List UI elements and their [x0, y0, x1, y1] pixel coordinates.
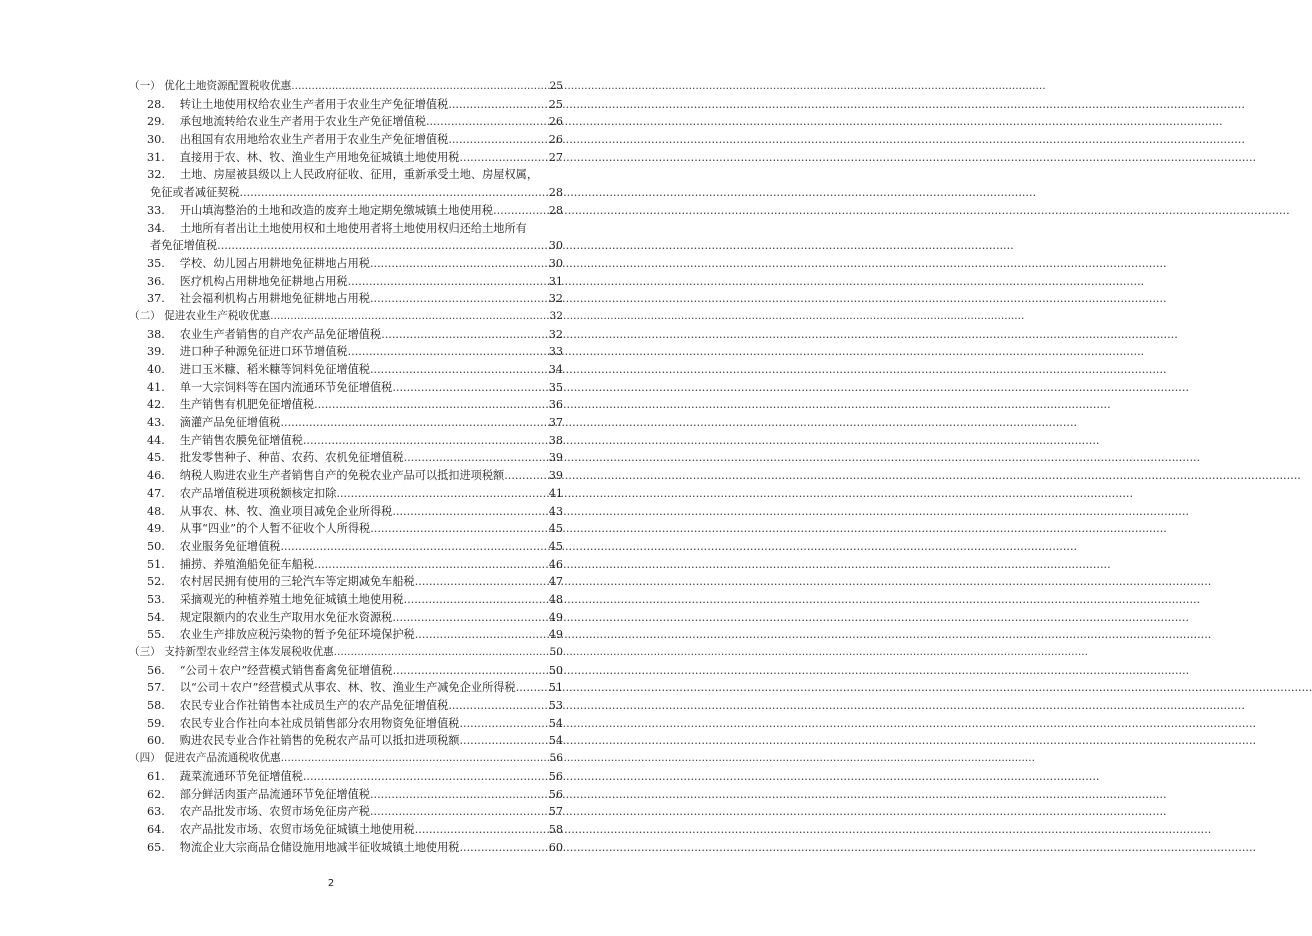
page-ref: 32: [549, 309, 563, 322]
leader-dots: [370, 803, 548, 821]
leader-dots: [291, 78, 548, 96]
item-title: 农业生产排放应税污染物的暂予免征环境保护税: [179, 628, 415, 642]
page-ref: 39: [548, 451, 563, 465]
item-number: 55.: [147, 628, 165, 642]
page-ref: 41: [548, 486, 563, 500]
toc-section-entry[interactable]: [129, 644, 563, 662]
page-ref: 48: [548, 592, 563, 606]
page-ref: 58: [548, 822, 563, 836]
item-number: 28.: [147, 97, 165, 111]
leader-dots: [460, 732, 548, 750]
section-label: （一） 优化土地资源配置税收优惠: [129, 80, 292, 92]
item-title: 批发零售种子、种苗、农药、农机免征增值税: [179, 451, 404, 465]
toc-item-entry[interactable]: [129, 166, 563, 201]
item-title: 进口种子种源免征进口环节增值税: [179, 345, 348, 359]
page-ref: 28: [548, 186, 563, 200]
page-ref: 38: [548, 433, 563, 447]
item-title: “公司＋农户”经营模式销售畜禽免征增值税: [179, 663, 393, 677]
toc-item-entry[interactable]: [129, 786, 563, 804]
toc-item-entry[interactable]: [129, 414, 563, 432]
toc-item-entry[interactable]: [129, 591, 563, 609]
page-ref: 49: [548, 610, 563, 624]
toc-item-entry[interactable]: [129, 821, 563, 839]
item-number: 58.: [147, 699, 165, 713]
item-title: 农民专业合作社销售本社成员生产的农产品免征增值税: [179, 699, 449, 713]
leader-dots: [314, 396, 548, 414]
toc-item-entry[interactable]: [129, 379, 563, 397]
item-number: 40.: [147, 363, 165, 376]
leader-dots: [448, 131, 547, 149]
toc-item-entry[interactable]: [129, 396, 563, 414]
item-title: 部分鲜活肉蛋产品流通环节免征增值税: [179, 787, 370, 801]
item-title: 生产销售农膜免征增值税: [179, 433, 303, 447]
leader-dots: [426, 113, 548, 131]
item-title: 出租国有农用地给农业生产者用于农业生产免征增值税: [179, 133, 449, 147]
page-ref: 32: [548, 292, 563, 306]
page-ref: 31: [548, 274, 563, 288]
item-number: 49.: [147, 522, 165, 536]
leader-dots: [370, 290, 548, 308]
item-title-continued: 免征或者减征契税: [150, 186, 240, 200]
item-title: 医疗机构占用耕地免征耕地占用税: [179, 274, 348, 288]
leader-dots: [303, 432, 548, 450]
leader-dots: [516, 679, 548, 697]
page-ref: 26: [548, 115, 563, 129]
item-title-continued: 者免征增值税: [150, 239, 218, 253]
toc-item-entry[interactable]: [129, 839, 563, 857]
toc-item-entry[interactable]: [129, 131, 563, 149]
toc-section-entry[interactable]: [129, 78, 563, 96]
item-number: 37.: [147, 292, 165, 306]
item-number: 59.: [147, 716, 165, 730]
toc-item-entry[interactable]: [129, 520, 563, 538]
toc-item-entry[interactable]: [129, 503, 563, 521]
toc-item-entry[interactable]: [129, 202, 563, 220]
item-number: 29.: [147, 115, 165, 129]
item-number: 43.: [147, 416, 165, 430]
toc-item-entry[interactable]: [129, 96, 563, 114]
toc-item-entry[interactable]: [129, 149, 563, 167]
leader-dots: [460, 715, 548, 733]
toc-item-entry[interactable]: [129, 113, 563, 131]
item-number: 51.: [147, 557, 165, 571]
item-number: 56.: [147, 663, 165, 677]
page-ref: 30: [548, 239, 563, 253]
toc-item-entry[interactable]: [129, 662, 563, 680]
item-number: 32.: [147, 168, 165, 182]
page-ref: 49: [548, 628, 563, 642]
toc-item-entry[interactable]: [129, 432, 563, 450]
page-ref: 36: [548, 398, 563, 412]
leader-dots: [370, 786, 548, 804]
toc-item-entry[interactable]: [129, 343, 563, 361]
toc-item-entry[interactable]: [129, 273, 563, 291]
item-number: 53.: [147, 592, 165, 606]
page-ref: 50: [549, 646, 563, 658]
leader-dots: [217, 237, 548, 255]
toc-item-entry[interactable]: [129, 679, 563, 697]
section-label: （四） 促进农产品流通税收优惠: [129, 752, 281, 765]
item-title: 社会福利机构占用耕地免征耕地占用税: [179, 292, 370, 306]
item-number: 60.: [147, 734, 165, 748]
toc-item-entry[interactable]: [129, 697, 563, 715]
item-title: 从事“四业”的个人暂不征收个人所得税: [179, 522, 371, 536]
toc-item-entry[interactable]: [129, 573, 563, 591]
page-ref: 54: [548, 716, 563, 730]
item-title: 农产品批发市场、农贸市场免征房产税: [179, 805, 370, 819]
leader-dots: [348, 343, 548, 361]
leader-dots: [415, 626, 548, 644]
item-number: 46.: [147, 469, 165, 483]
leader-dots: [493, 202, 548, 220]
page-ref: 34: [548, 363, 563, 376]
item-title: 单一大宗饲料等在国内流通环节免征增值税: [179, 380, 393, 394]
section-label: （二） 促进农业生产税收优惠: [129, 309, 271, 322]
section-label: （三） 支持新型农业经营主体发展税收优惠: [129, 646, 334, 658]
item-title: 开山填海整治的土地和改造的废弃土地定期免缴城镇土地使用税: [179, 203, 494, 217]
item-title: 农产品增值税进项税额核定扣除: [179, 486, 337, 500]
toc-item-entry[interactable]: [129, 609, 563, 627]
item-number: 62.: [147, 787, 165, 801]
item-title: 规定限额内的农业生产取用水免征水资源税: [179, 610, 393, 624]
leader-dots: [348, 273, 548, 291]
leader-dots: [381, 326, 548, 344]
item-number: 33.: [147, 203, 165, 217]
toc-item-entry[interactable]: [129, 538, 563, 556]
toc-item-entry[interactable]: [129, 485, 563, 503]
toc-item-entry[interactable]: [129, 255, 563, 273]
leader-dots: [281, 414, 548, 432]
item-title: 采摘观光的种植养殖土地免征城镇土地使用税: [179, 592, 404, 606]
leader-dots: [370, 520, 548, 538]
page-ref: 46: [548, 557, 563, 571]
item-number: 36.: [147, 274, 165, 288]
leader-dots: [392, 379, 547, 397]
page-ref: 50: [548, 663, 563, 677]
item-title: 进口玉米糠、稻米糠等饲料免征增值税: [179, 363, 370, 376]
item-title: 从事农、林、牧、渔业项目减免企业所得税: [179, 504, 393, 518]
leader-dots: [460, 149, 548, 167]
item-number: 39.: [147, 345, 165, 359]
table-of-contents: [129, 78, 563, 856]
leader-dots: [392, 503, 547, 521]
toc-item-entry[interactable]: [129, 290, 563, 308]
item-number: 52.: [147, 575, 165, 589]
toc-section-entry[interactable]: [129, 308, 563, 326]
toc-item-entry[interactable]: [129, 626, 563, 644]
item-title: 农民专业合作社向本社成员销售部分农用物资免征增值税: [179, 716, 460, 730]
item-number: 31.: [147, 150, 165, 164]
item-number: 61.: [147, 769, 165, 783]
page-ref: 27: [548, 150, 563, 164]
item-number: 41.: [147, 380, 165, 394]
page-ref: 56: [549, 752, 563, 765]
leader-dots: [415, 573, 548, 591]
item-number: 65.: [147, 840, 165, 854]
leader-dots: [448, 96, 547, 114]
leader-dots: [336, 485, 547, 503]
toc-item-entry[interactable]: [129, 449, 563, 467]
page-ref: 43: [548, 504, 563, 518]
page-ref: 56: [548, 787, 563, 801]
item-title: 蔬菜流通环节免征增值税: [179, 769, 303, 783]
leader-dots: [448, 697, 547, 715]
page-ref: 26: [548, 133, 563, 147]
leader-dots: [370, 361, 548, 379]
page-ref: 60: [548, 840, 563, 854]
item-title: 购进农民专业合作社销售的免税农产品可以抵扣进项税额: [179, 734, 460, 748]
item-title: 农村居民拥有使用的三轮汽车等定期减免车船税: [179, 575, 415, 589]
toc-item-entry[interactable]: [129, 768, 563, 786]
item-number: 38.: [147, 327, 165, 341]
leader-dots: [270, 308, 548, 326]
page-ref: 45: [548, 539, 563, 553]
item-number: 45.: [147, 451, 165, 465]
item-title: 滴灌产品免征增值税: [179, 416, 281, 430]
leader-dots: [504, 467, 548, 485]
leader-dots: [392, 609, 547, 627]
item-title: 承包地流转给农业生产者用于农业生产免征增值税: [179, 115, 426, 129]
item-title: 农业服务免征增值税: [179, 539, 281, 553]
item-number: 50.: [147, 539, 165, 553]
item-number: 54.: [147, 610, 165, 624]
page-ref: 25: [548, 97, 563, 111]
page-ref: 47: [548, 575, 563, 589]
page-ref: 39: [548, 469, 563, 483]
leader-dots: [281, 750, 549, 768]
item-title: 捕捞、养殖渔船免征车船税: [179, 557, 315, 571]
item-title: 纳税人购进农业生产者销售自产的免税农业产品可以抵扣进项税额: [179, 469, 505, 483]
item-number: 44.: [147, 433, 165, 447]
item-number: 42.: [147, 398, 165, 412]
leader-dots: [404, 591, 548, 609]
page-ref: 45: [548, 522, 563, 536]
toc-item-entry[interactable]: [129, 361, 563, 379]
leader-dots: [334, 644, 549, 662]
item-number: 30.: [147, 133, 165, 147]
leader-dots: [281, 538, 548, 556]
page-ref: 32: [548, 327, 563, 341]
item-title: 农业生产者销售的自产农产品免征增值税: [179, 327, 382, 341]
page-ref: 57: [548, 805, 563, 819]
page-ref: 54: [548, 734, 563, 748]
page-ref: 28: [548, 203, 563, 217]
item-number: 34.: [147, 221, 165, 235]
toc-item-entry[interactable]: [129, 326, 563, 344]
page-ref: 35: [548, 380, 563, 394]
toc-item-entry[interactable]: [129, 803, 563, 821]
item-title: 农产品批发市场、农贸市场免征城镇土地使用税: [179, 822, 415, 836]
toc-item-entry[interactable]: [129, 732, 563, 750]
item-title: 土地、房屋被县级以上人民政府征收、征用，重新承受土地、房屋权属，: [180, 168, 539, 182]
item-number: 47.: [147, 486, 165, 500]
item-number: 35.: [147, 256, 165, 270]
page-ref: 25: [549, 80, 563, 92]
page-ref: 33: [548, 345, 563, 359]
item-title: 学校、幼儿园占用耕地免征耕地占用税: [179, 256, 370, 270]
item-title: 直接用于农、林、牧、渔业生产用地免征城镇土地使用税: [179, 150, 460, 164]
page-ref: 30: [548, 256, 563, 270]
leader-dots: [240, 184, 548, 202]
leader-dots: [404, 449, 548, 467]
page-number: 2: [327, 878, 335, 889]
item-title: 转让土地使用权给农业生产者用于农业生产免征增值税: [179, 97, 449, 111]
toc-section-entry[interactable]: [129, 750, 563, 768]
toc-item-entry[interactable]: [129, 220, 563, 255]
item-number: 48.: [147, 504, 165, 518]
leader-dots: [370, 255, 548, 273]
item-title: 物流企业大宗商品仓储设施用地减半征收城镇土地使用税: [179, 840, 460, 854]
toc-item-entry[interactable]: [129, 467, 563, 485]
page-ref: 37: [548, 416, 563, 430]
leader-dots: [314, 556, 548, 574]
item-title: 土地所有者出让土地使用权和土地使用者将土地使用权归还给土地所有: [180, 221, 527, 235]
item-title: 生产销售有机肥免征增值税: [179, 398, 315, 412]
toc-item-entry[interactable]: [129, 556, 563, 574]
leader-dots: [303, 768, 548, 786]
item-number: 64.: [147, 822, 165, 836]
page-ref: 53: [548, 699, 563, 713]
leader-dots: [460, 839, 548, 857]
toc-item-entry[interactable]: [129, 715, 563, 733]
leader-dots: [415, 821, 548, 839]
leader-dots: [393, 662, 548, 680]
item-number: 63.: [147, 805, 165, 819]
page-ref: 51: [548, 681, 563, 695]
item-number: 57.: [147, 681, 165, 695]
page-ref: 56: [548, 769, 563, 783]
item-title: 以“公司＋农户”经营模式从事农、林、牧、渔业生产减免企业所得税: [179, 681, 516, 695]
